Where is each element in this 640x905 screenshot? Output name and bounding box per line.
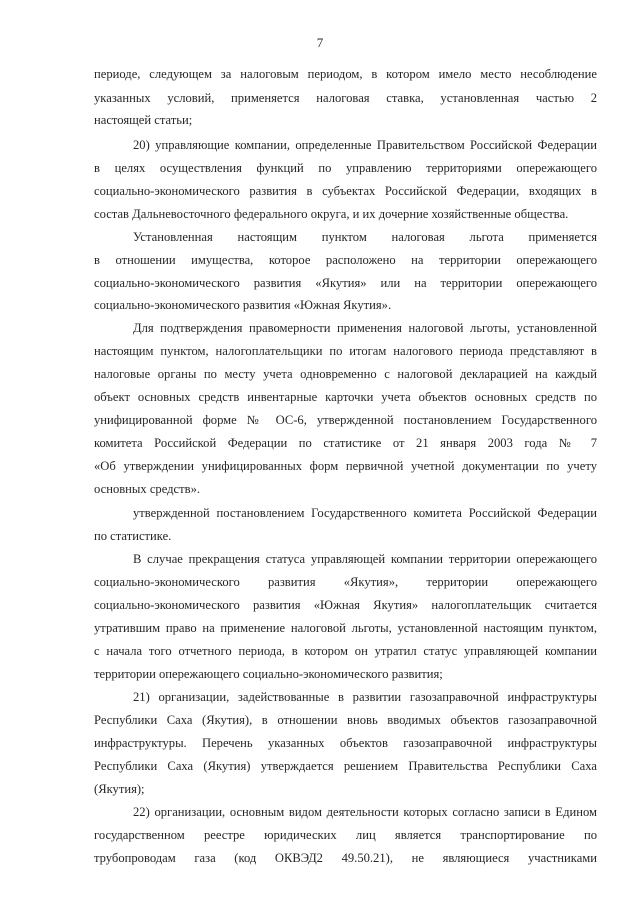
text-line: в отношении имущества, которое расположено на территории опережающего — [94, 253, 597, 267]
text-line: социально-экономического развития «Якутия» или на территории опережающего — [94, 276, 597, 290]
text-line: 22) организации, основным видом деятельности которых согласно записи в Едином — [133, 805, 597, 819]
text-line: состав Дальневосточного федерального округа, и их дочерние хозяйственные общества. — [94, 207, 569, 221]
text-line: настоящим пунктом, налогоплательщики по итогам налогового периода представляют в — [94, 344, 597, 358]
text-line: социально-экономического развития «Южная Якутия» налогоплательщик считается — [94, 598, 597, 612]
text-line: государственном реестре юридических лиц является транспортирование по — [94, 828, 597, 842]
text-line: настоящей статьи; — [94, 113, 193, 127]
text-line: социально-экономического развития в субъектах Российской Федерации, входящих в — [94, 184, 597, 198]
text-line: по статистике. — [94, 529, 172, 543]
text-line: указанных условий, применяется налоговая ставка, установленная частью 2 — [94, 91, 597, 105]
text-line: социально-экономического развития «Южная Якутия». — [94, 298, 392, 312]
text-line: (Якутия); — [94, 782, 145, 796]
page-number: 7 — [316, 35, 324, 50]
text-line: Установленная настоящим пунктом налоговая льгота применяется — [133, 230, 597, 244]
text-line: утвержденной постановлением Государственного комитета Российской Федерации — [133, 506, 597, 520]
text-line: объект основных средств инвентарные карточки учета объектов основных средств по — [94, 390, 597, 404]
text-line: «Об утверждении унифицированных форм первичной учетной документации по учету — [94, 459, 597, 473]
text-line: налоговые органы по месту учета одновременно с налоговой декларацией на каждый — [94, 367, 597, 381]
text-line: основных средств». — [94, 482, 201, 496]
text-line: комитета Российской Федерации по статистике от 21 января 2003 года № 7 — [94, 436, 597, 450]
text-line: Для подтверждения правомерности применения налоговой льготы, установленной — [133, 321, 597, 335]
text-line: территории опережающего социально-экономического развития; — [94, 667, 443, 681]
text-line: 20) управляющие компании, определенные Правительством Российской Федерации — [133, 138, 597, 152]
text-line: трубопроводам газа (код ОКВЭД2 49.50.21), не являющиеся участниками — [94, 851, 597, 865]
text-line: социально-экономического развития «Якутия», территории опережающего — [94, 575, 597, 589]
text-line: Республики Саха (Якутия), в отношении вновь вводимых объектов газозаправочной — [94, 713, 597, 727]
text-line: периоде, следующем за налоговым периодом, в котором имело место несоблюдение — [94, 67, 597, 81]
text-line: В случае прекращения статуса управляющей компании территории опережающего — [133, 552, 597, 566]
text-line: в целях осуществления функций по управлению территориями опережающего — [94, 161, 597, 175]
text-line: Республики Саха (Якутия) утверждается решением Правительства Республики Саха — [94, 759, 597, 773]
text-line: унифицированной форме № ОС-6, утвержденной постановлением Государственного — [94, 413, 597, 427]
text-line: утратившим право на применение налоговой льготы, установленной настоящим пунктом, — [94, 621, 597, 635]
text-line: инфраструктуры. Перечень указанных объектов газозаправочной инфраструктуры — [94, 736, 597, 750]
text-line: с начала того отчетного периода, в котором он утратил статус управляющей компании — [94, 644, 597, 658]
text-line: 21) организации, задействованные в развитии газозаправочной инфраструктуры — [133, 690, 597, 704]
